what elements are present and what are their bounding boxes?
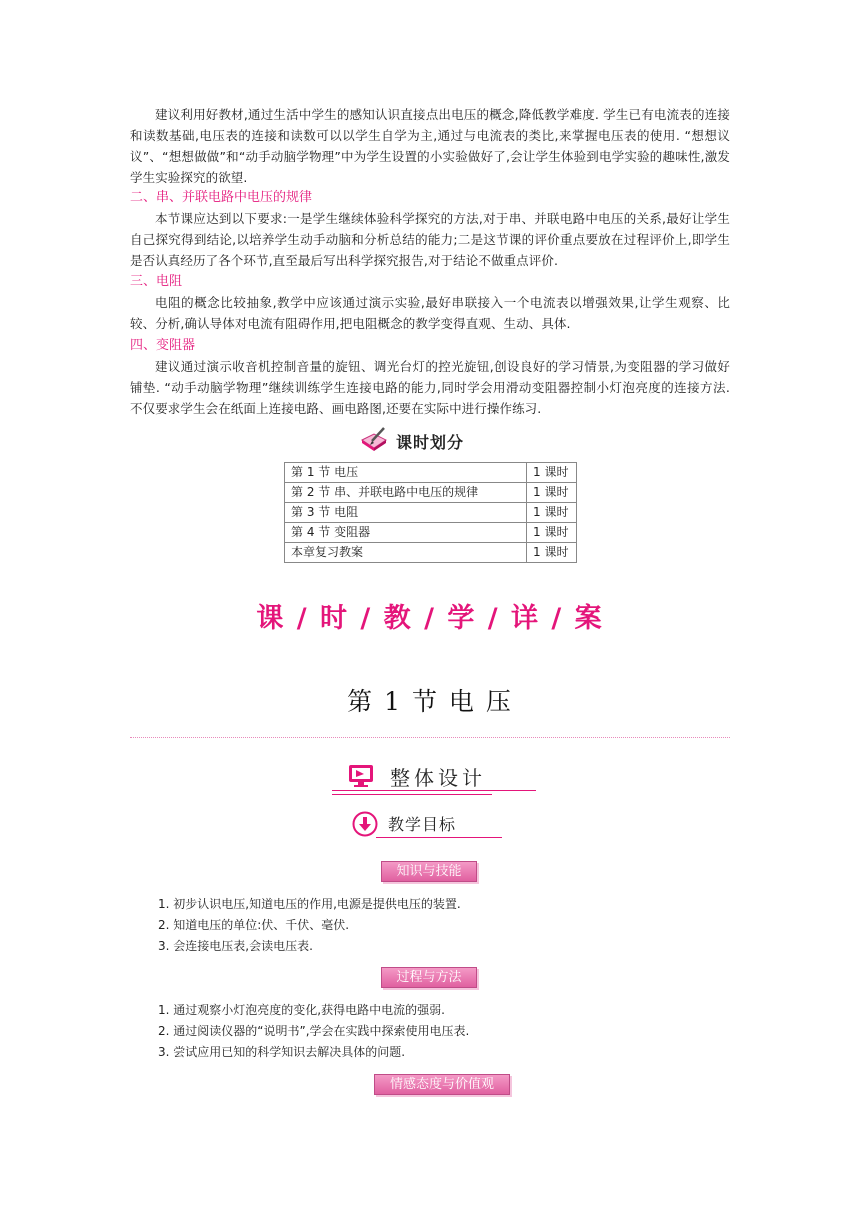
hours-cell: 1 课时 [527,483,577,503]
design-heading-text: 整体设计 [390,766,486,790]
schedule-table [284,462,577,563]
download-arrow-icon [352,811,378,841]
list-item: 3. 会连接电压表,会读电压表. [158,939,313,953]
goals-heading-text: 教学目标 [388,815,457,834]
heading-series-parallel: 二、串、并联电路中电压的规律 [130,190,313,205]
list-item: 1. 初步认识电压,知道电压的作用,电源是提供电压的装置. [158,897,461,911]
goals-heading [350,810,502,840]
lesson-cell: 第 3 节 电阻 [285,503,527,523]
table-row [285,503,577,523]
hours-cell: 1 课时 [527,463,577,483]
section-title: 第 1 节 电 压 [347,687,513,716]
rheostat-paragraph: 建议通过演示收音机控制音量的旋钮、调光台灯的控光旋钮,创设良好的学习情景,为变阻器的学习做好铺垫. “动手动脑学物理”继续训练学生连接电路的能力,同时学会用滑动变阻器控制小灯泡亮度的连接方法. 不仅要求学生会在纸面上连接电路、画电路图,还要在实际中进行操作练习. [130,359,730,416]
list-item: 1. 通过观察小灯泡亮度的变化,获得电路中电流的强弱. [158,1003,445,1017]
series-parallel-paragraph: 本节课应达到以下要求:一是学生继续体验科学探究的方法,对于串、并联电路中电压的关系,最好让学生自己探究得到结论,以培养学生动手动脑和分析总结的能力;二是这节课的评价重点要放在过程评价上,即学生是否认真经历了各个环节,直至最后写出科学探究报告,对于结论不做重点评价. [130,211,730,268]
knowledge-list [158,894,461,957]
dotted-divider [130,737,730,738]
table-row [285,523,577,543]
design-underline-thin [332,794,492,795]
heading-resistance: 三、电阻 [130,274,183,289]
table-row [285,463,577,483]
lesson-plans-banner: 课 / 时 / 教 / 学 / 详 / 案 [256,603,604,634]
table-row [285,543,577,563]
schedule-heading [360,426,464,456]
tag-attitude: 情感态度与价值观 [374,1074,510,1095]
book-pen-icon [360,426,388,456]
lesson-cell: 第 2 节 串、并联电路中电压的规律 [285,483,527,503]
lesson-cell: 本章复习教案 [285,543,527,563]
schedule-title: 课时划分 [396,432,465,452]
tag-knowledge: 知识与技能 [381,861,477,882]
resistance-paragraph: 电阻的概念比较抽象,教学中应该通过演示实验,最好串联接入一个电流表以增强效果,让学生观察、比较、分析,确认导体对电流有阻碍作用,把电阻概念的教学变得直观、生动、具体. [130,295,730,331]
hours-cell: 1 课时 [527,523,577,543]
monitor-icon [348,764,374,792]
list-item: 2. 知道电压的单位:伏、千伏、毫伏. [158,918,350,932]
heading-rheostat: 四、变阻器 [130,338,196,353]
design-underline [332,790,536,791]
hours-cell: 1 课时 [527,503,577,523]
intro-paragraph: 建议利用好教材,通过生活中学生的感知认识直接点出电压的概念,降低教学难度. 学生已有电流表的连接和读数基础,电压表的连接和读数可以以学生自学为主,通过与电流表的类比,来掌握电压表的使用. “想想议议”、“想想做做”和“动手动脑学物理”中为学生设置的小实验做好了,会让学生体验到电学实验的趣味性,激发学生实验探究的欲望. [130,107,730,185]
tag-process: 过程与方法 [381,967,477,988]
list-item: 3. 尝试应用已知的科学知识去解决具体的问题. [158,1045,406,1059]
table-row [285,483,577,503]
list-item: 2. 通过阅读仪器的“说明书”,学会在实践中探索使用电压表. [158,1024,470,1038]
lesson-cell: 第 4 节 变阻器 [285,523,527,543]
design-heading [332,760,536,796]
hours-cell: 1 课时 [527,543,577,563]
process-list [158,1000,469,1063]
goals-underline [376,837,502,838]
lesson-cell: 第 1 节 电压 [285,463,527,483]
